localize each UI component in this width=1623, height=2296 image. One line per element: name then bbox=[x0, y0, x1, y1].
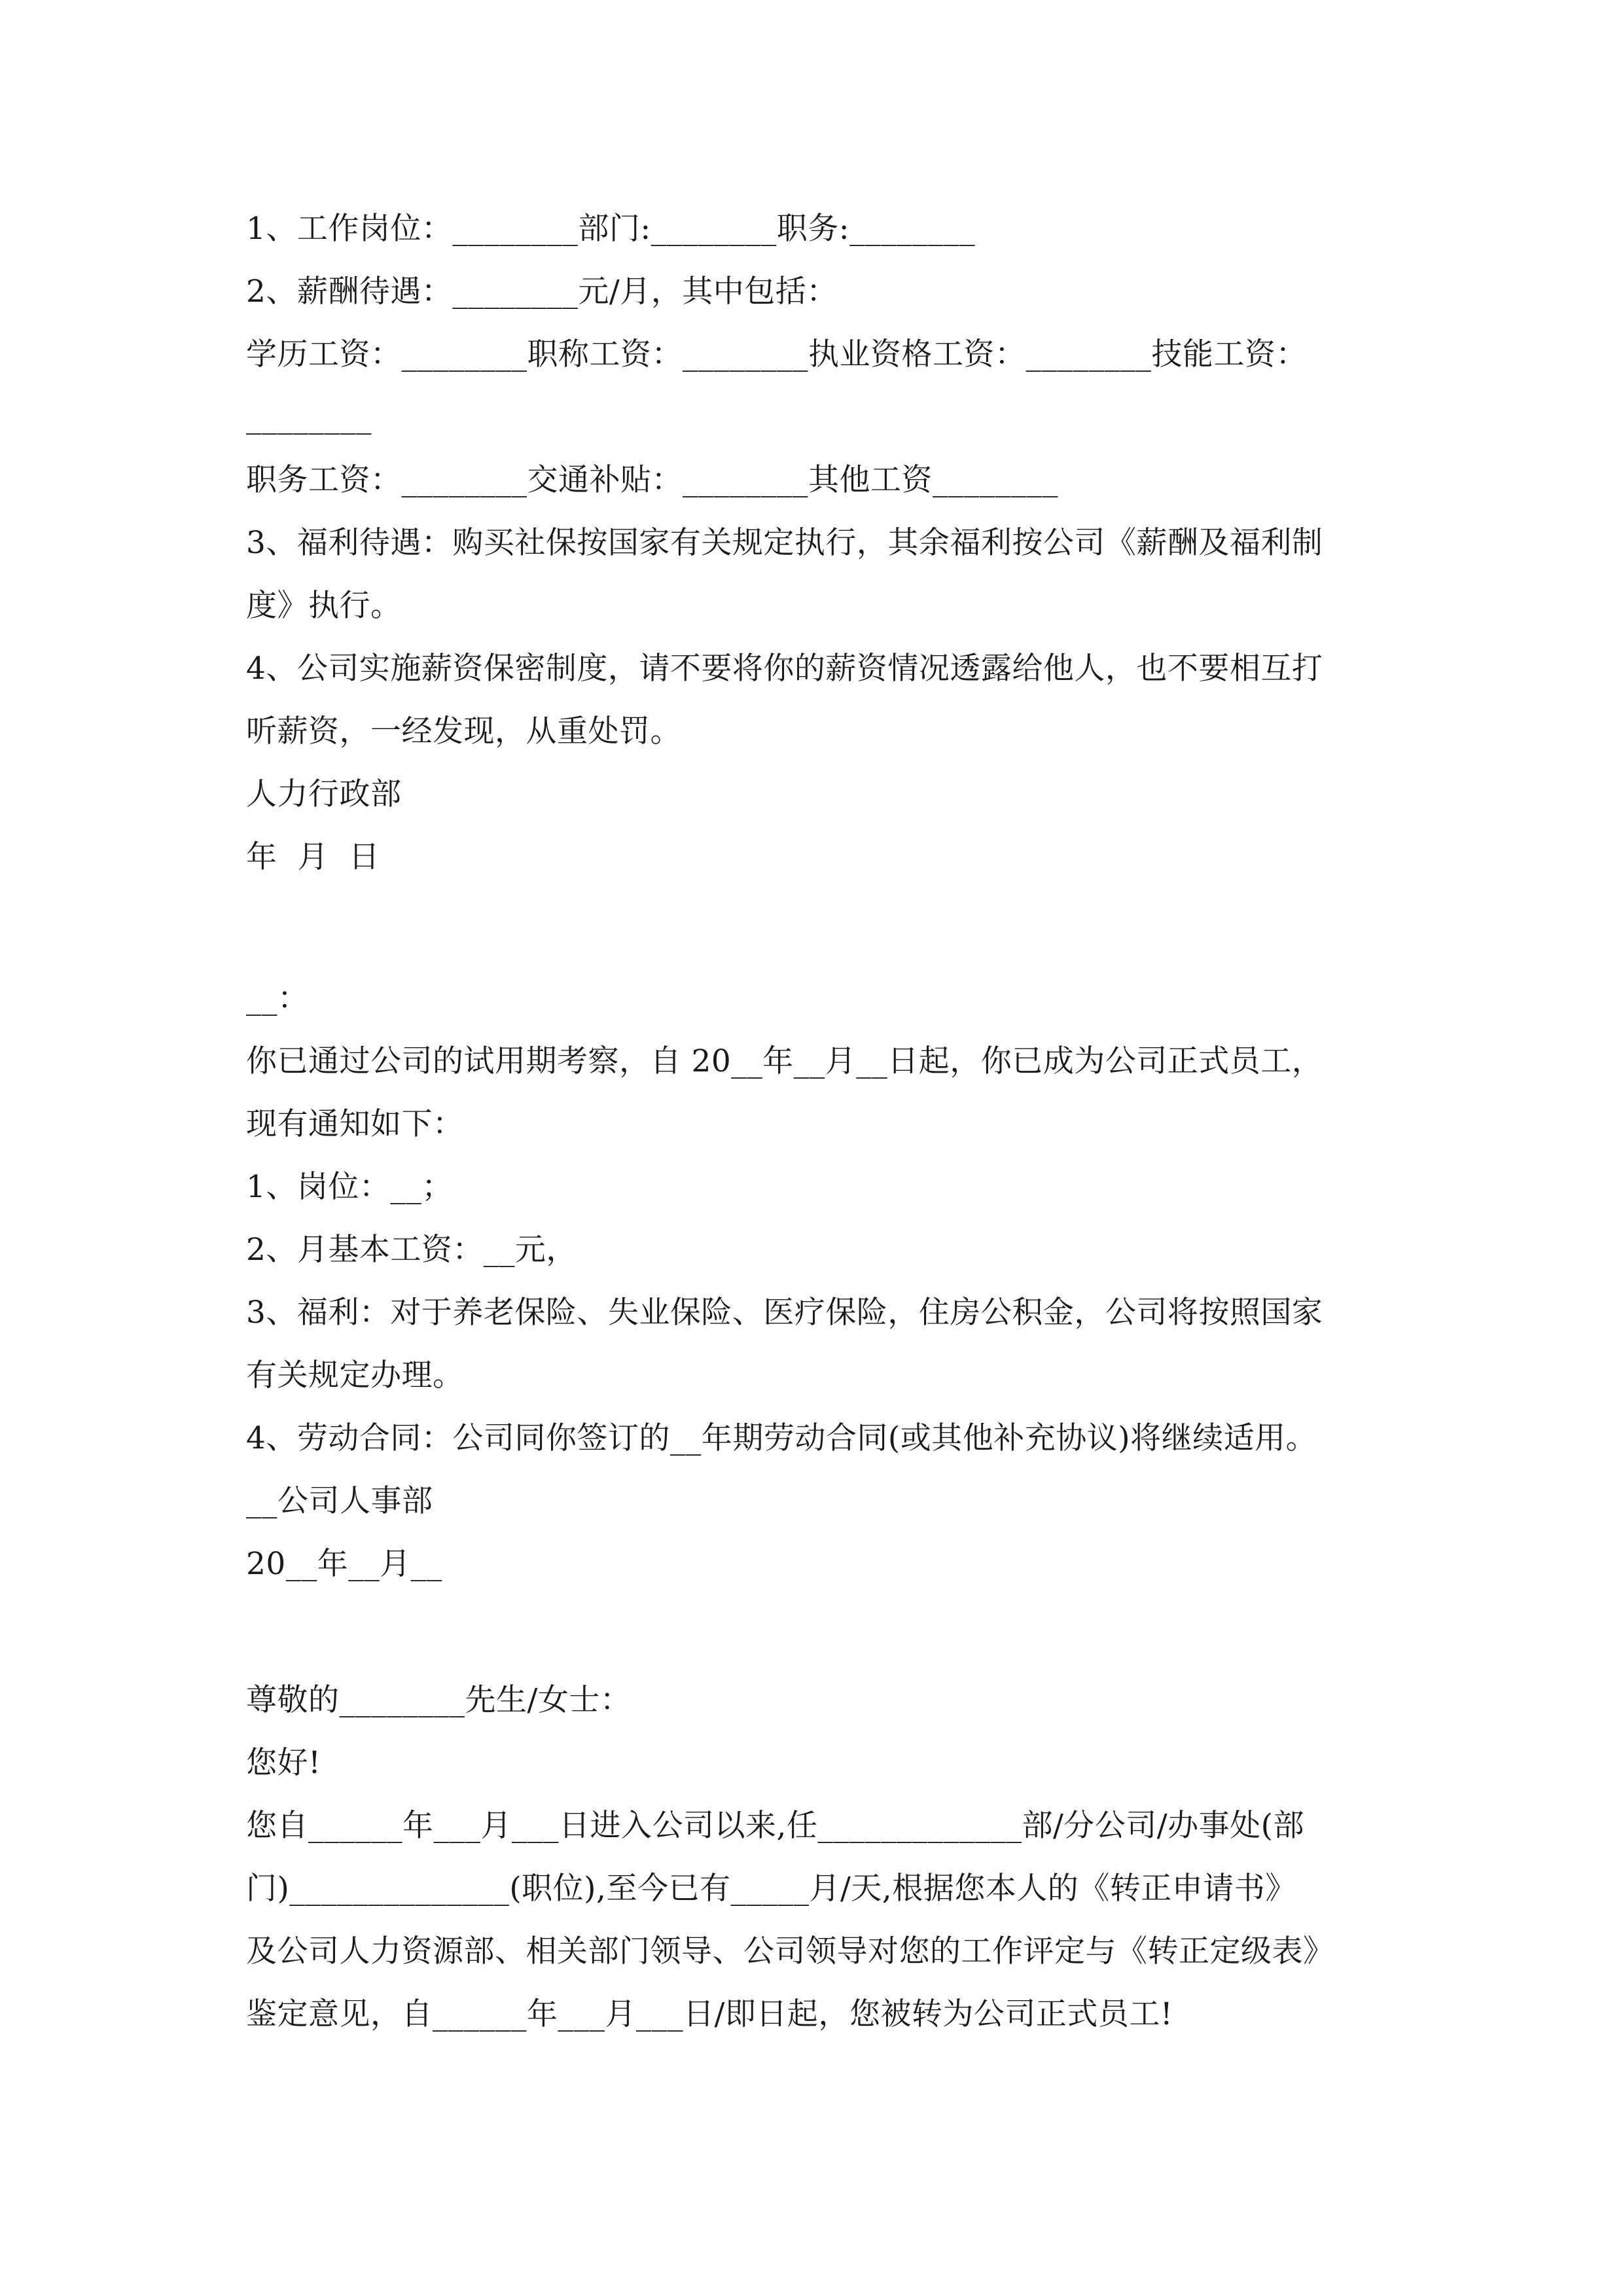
s2-line-2: 现有通知如下： bbox=[246, 1106, 464, 1142]
s1-line-9: 听薪资，一经发现，从重处罚。 bbox=[246, 713, 681, 749]
s1-line-4: ________ bbox=[246, 399, 372, 435]
s2-signature-dept: __公司人事部 bbox=[246, 1483, 433, 1519]
s3-line-4: 鉴定意见，自______年___月___日/即日起，您被转为公司正式员工! bbox=[246, 1996, 1173, 2032]
s2-line-3: 1、岗位：__； bbox=[246, 1169, 453, 1205]
s2-line-7: 4、劳动合同：公司同你签订的__年期劳动合同(或其他补充协议)将继续适用。 bbox=[246, 1420, 1317, 1456]
s2-salutation: __： bbox=[246, 980, 309, 1016]
s1-line-8: 4、公司实施薪资保密制度，请不要将你的薪资情况透露给他人，也不要相互打 bbox=[246, 651, 1323, 687]
s1-signature-dept: 人力行政部 bbox=[246, 776, 402, 812]
s1-line-1: 1、工作岗位：________部门:________职务:________ bbox=[246, 211, 976, 247]
s2-line-5: 3、福利：对于养老保险、失业保险、医疗保险，住房公积金，公司将按照国家 bbox=[246, 1295, 1323, 1331]
s2-line-4: 2、月基本工资：__元， bbox=[246, 1232, 577, 1268]
s1-line-6: 3、福利待遇：购买社保按国家有关规定执行，其余福利按公司《薪酬及福利制 bbox=[246, 525, 1323, 561]
s3-line-1: 您自______年___月___日进入公司以来,任_____________部/分公司/办事处(部 bbox=[246, 1808, 1304, 1844]
s1-date: 年 月 日 bbox=[246, 839, 380, 875]
s3-line-2: 门)______________(职位),至今已有_____月/天,根据您本人的《转正申请书》 bbox=[246, 1871, 1296, 1907]
s1-line-2: 2、薪酬待遇：________元/月，其中包括： bbox=[246, 274, 838, 310]
s2-date: 20__年__月__ bbox=[246, 1546, 442, 1582]
s1-line-5: 职务工资：________交通补贴：________其他工资________ bbox=[246, 462, 1058, 498]
s3-salutation: 尊敬的________先生/女士： bbox=[246, 1682, 632, 1718]
s2-line-1: 你已通过公司的试用期考察，自 20__年__月__日起，你已成为公司正式员工， bbox=[246, 1043, 1323, 1079]
s3-line-3: 及公司人力资源部、相关部门领导、公司领导对您的工作评定与《转正定级表》 bbox=[246, 1933, 1334, 1969]
s3-greeting: 您好! bbox=[246, 1745, 321, 1781]
s1-line-7: 度》执行。 bbox=[246, 588, 402, 624]
s1-line-3: 学历工资：________职称工资：________执业资格工资：________技能工资： bbox=[246, 336, 1307, 372]
s2-line-6: 有关规定办理。 bbox=[246, 1357, 464, 1393]
